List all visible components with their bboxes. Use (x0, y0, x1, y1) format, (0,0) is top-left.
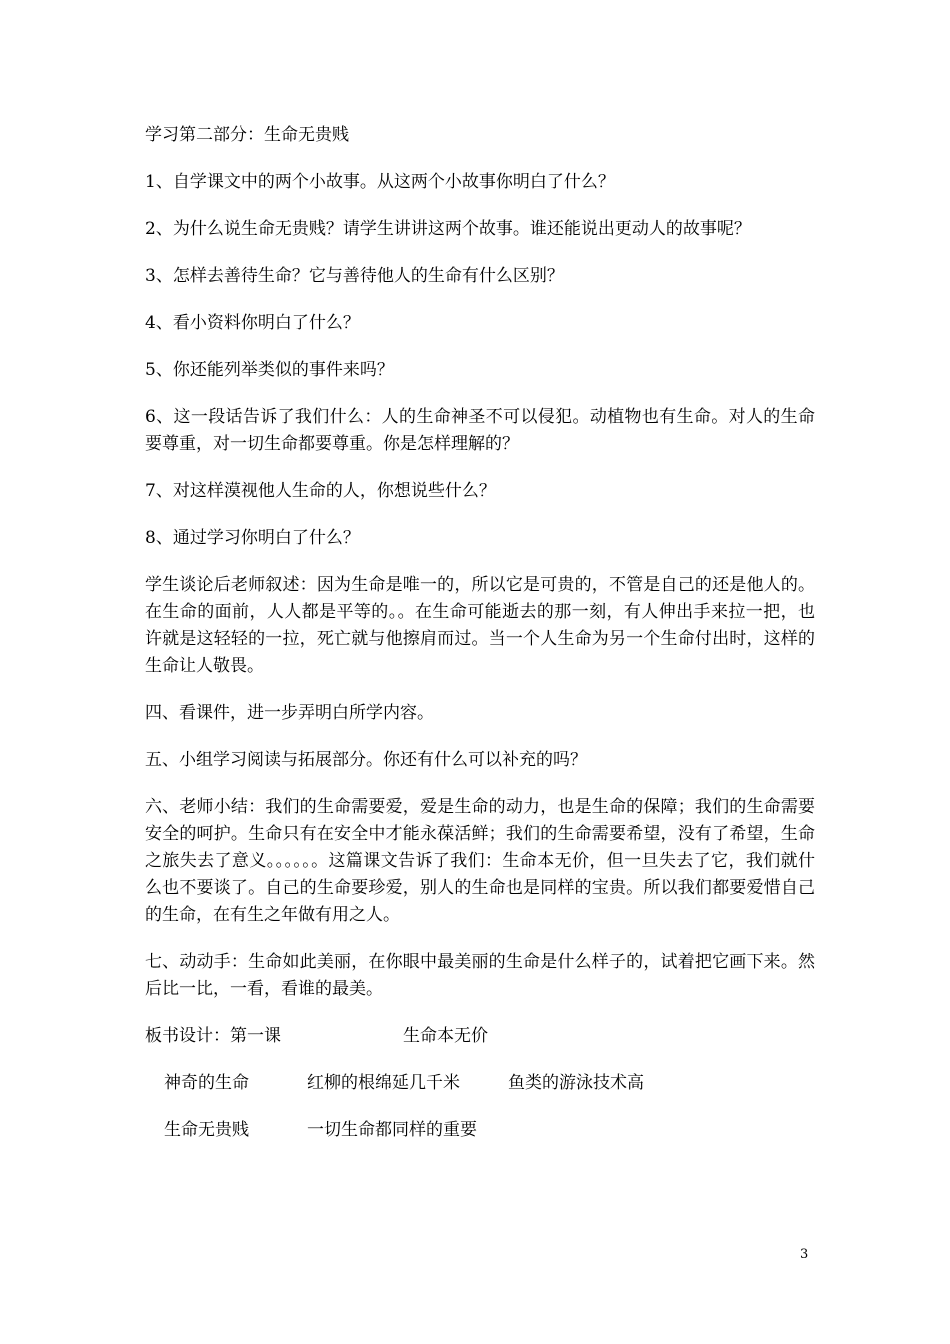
question-8: 8、通过学习你明白了什么？ (145, 528, 360, 548)
board-row-2-item-1: 一切生命都同样的重要 (307, 1120, 477, 1140)
board-row-1-heading: 神奇的生命 (164, 1073, 249, 1093)
question-3: 3、怎样去善待生命？它与善待他人的生命有什么区别？ (145, 266, 564, 286)
question-4: 4、看小资料你明白了什么？ (145, 313, 360, 333)
page-number: 3 (800, 1247, 809, 1262)
board-row-1-item-2: 鱼类的游泳技术高 (508, 1073, 644, 1093)
document-body (145, 122, 815, 1164)
question-1: 1、自学课文中的两个小故事。从这两个小故事你明白了什么？ (145, 172, 615, 192)
board-row-1-item-1: 红柳的根绵延几千米 (307, 1073, 460, 1093)
step-seven-activity: 七、动动手：生命如此美丽，在你眼中最美丽的生命是什么样子的，试着把它画下来。然后比一比，一看，看谁的最美。 (145, 952, 815, 999)
board-row-1 (145, 1070, 815, 1097)
board-row-2-heading: 生命无贵贱 (164, 1120, 249, 1140)
step-five: 五、小组学习阅读与拓展部分。你还有什么可以补充的吗？ (145, 750, 587, 770)
board-design-header (145, 1023, 815, 1050)
teacher-narration: 学生谈论后老师叙述：因为生命是唯一的，所以它是可贵的，不管是自己的还是他人的。在生命的面前，人人都是平等的。。在生命可能逝去的那一刻，有人伸出手来拉一把，也许就是这轻轻的一拉，死亡就与他擦肩而过。当一个人生命为另一个生命付出时，这样的生命让人敬畏。 (145, 575, 815, 676)
board-design-label: 板书设计：第一课 (145, 1026, 281, 1046)
board-design-title: 生命本无价 (403, 1026, 488, 1046)
question-5: 5、你还能列举类似的事件来吗？ (145, 360, 394, 380)
question-6: 6、这一段话告诉了我们什么：人的生命神圣不可以侵犯。动植物也有生命。对人的生命要尊重，对一切生命都要尊重。你是怎样理解的？ (145, 407, 815, 454)
question-2: 2、为什么说生命无贵贱？请学生讲讲这两个故事。谁还能说出更动人的故事呢？ (145, 219, 751, 239)
step-four: 四、看课件，进一步弄明白所学内容。 (145, 703, 434, 723)
step-six-summary: 六、老师小结：我们的生命需要爱，爱是生命的动力，也是生命的保障；我们的生命需要安全的呵护。生命只有在安全中才能永葆活鲜；我们的生命需要希望，没有了希望，生命之旅失去了意义。。。。。。这篇课文告诉了我们：生命本无价，但一旦失去了它，我们就什么也不要谈了。自己的生命要珍爱，别人的生命也是同样的宝贵。所以我们都要爱惜自己的生命，在有生之年做有用之人。 (145, 797, 815, 925)
question-7: 7、对这样漠视他人生命的人，你想说些什么？ (145, 481, 496, 501)
board-row-2 (145, 1117, 815, 1144)
section-heading: 学习第二部分：生命无贵贱 (145, 125, 349, 145)
